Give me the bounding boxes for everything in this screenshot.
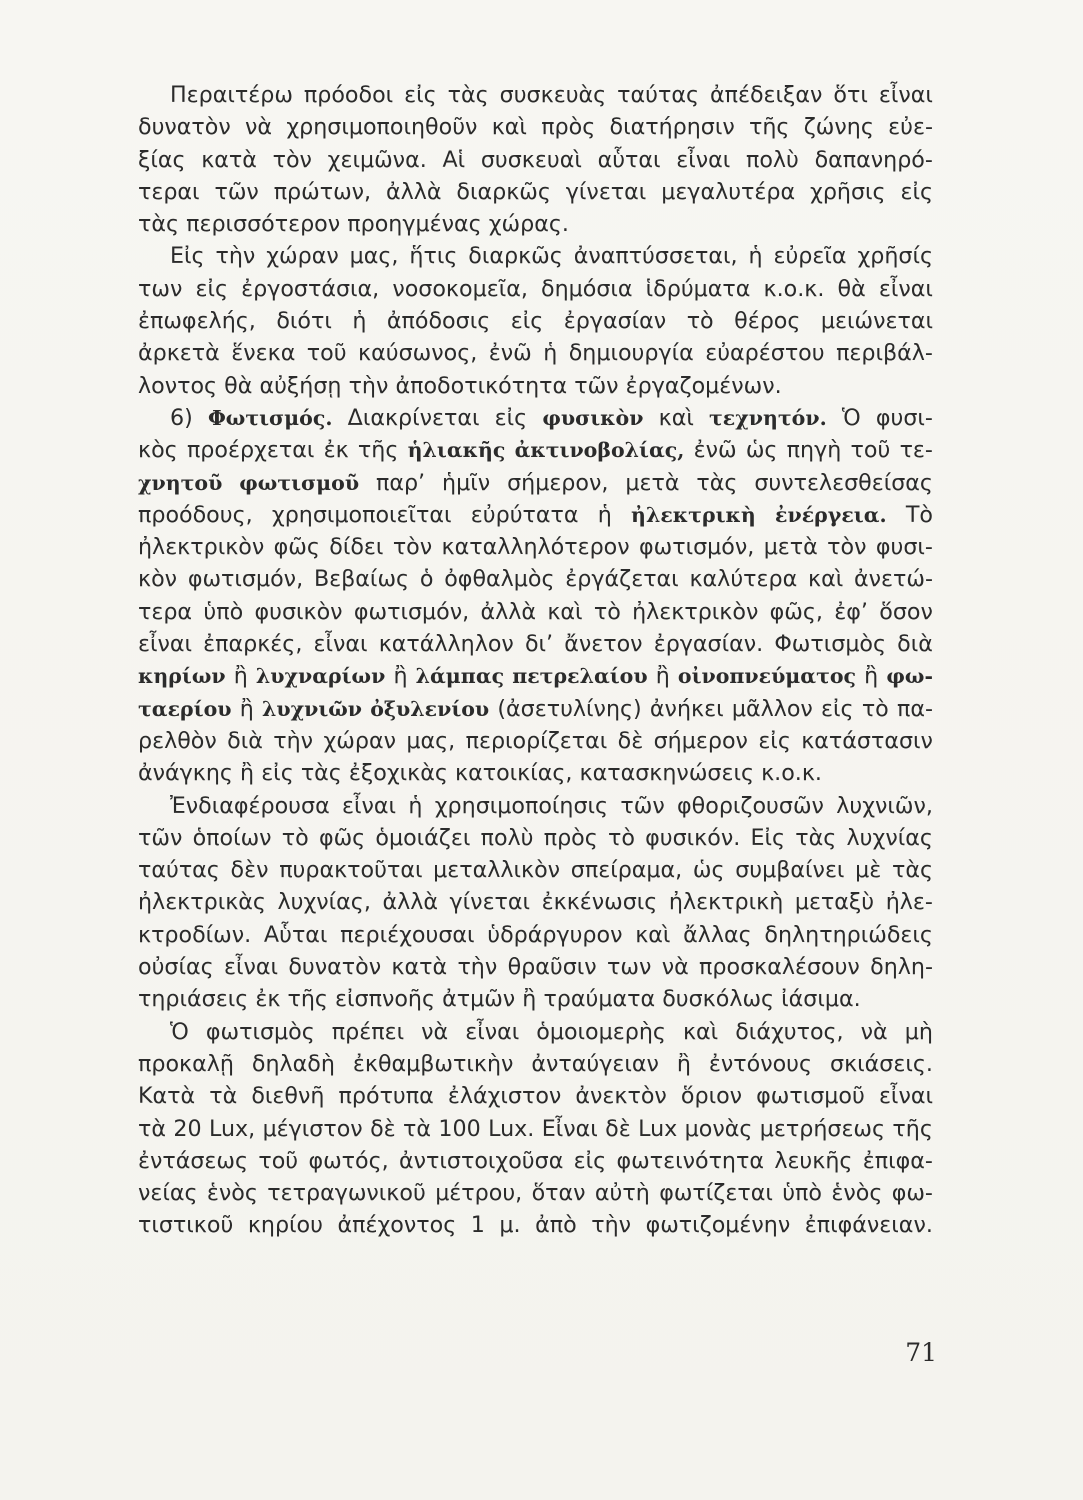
text-line: οὐσίας εἶναι δυνατὸν κατὰ τὴν θραῦσιν των νὰ προσκαλέσουν δηλη- xyxy=(138,954,933,981)
text-line: ἀρκετὰ ἕνεκα τοῦ καύσωνος, ἐνῶ ἡ δημιουργία εὐαρέστου περιβάλ- xyxy=(138,340,933,367)
text-line: κὸς προέρχεται ἐκ τῆς ἡλιακῆς ἀκτινοβολίας, ἐνῶ ὡς πηγὴ τοῦ τε- xyxy=(138,437,933,464)
text-line: Περαιτέρω πρόοδοι εἰς τὰς συσκευὰς ταύτας ἀπέδειξαν ὅτι εἶναι xyxy=(170,82,933,108)
text-line: Εἰς τὴν χώραν μας, ἥτις διαρκῶς ἀναπτύσσεται, ἡ εὐρεῖα χρῆσίς xyxy=(170,243,933,270)
text-line: ἀνάγκης ἢ εἰς τὰς ἐξοχικὰς κατοικίας, κατασκηνώσεις κ.ο.κ. xyxy=(138,760,822,787)
text-line: κηρίων ἢ λυχναρίων ἢ λάμπας πετρελαίου ἢ οἰνοπνεύματος ἢ φω- xyxy=(138,663,933,690)
text-line: χνητοῦ φωτισμοῦ παρ’ ἡμῖν σήμερον, μετὰ τὰς συντελεσθείσας xyxy=(138,469,933,496)
body-text xyxy=(138,79,933,1242)
paragraph-p5 xyxy=(138,1016,933,1242)
text-line: Κατὰ τὰ διεθνῆ πρότυπα ἐλάχιστον ἀνεκτὸν ὅριον φωτισμοῦ εἶναι xyxy=(138,1083,933,1110)
text-line: προόδους, χρησιμοποιεῖται εὐρύτατα ἡ ἠλεκτρικὴ ἐνέργεια. Τὸ xyxy=(138,501,933,528)
text-line: ξίας κατὰ τὸν χειμῶνα. Αἱ συσκευαὶ αὗται εἶναι πολὺ δαπανηρό- xyxy=(138,146,933,173)
text-line: τὰς περισσότερον προηγμένας χώρας. xyxy=(138,211,569,238)
text-line: ἐπωφελής, διότι ἡ ἀπόδοσις εἰς ἐργασίαν τὸ θέρος μειώνεται xyxy=(138,308,933,335)
text-line: τῶν ὁποίων τὸ φῶς ὁμοιάζει πολὺ πρὸς τὸ φυσικόν. Εἰς τὰς λυχνίας xyxy=(138,824,933,851)
text-line: ρελθὸν διὰ τὴν χώραν μας, περιορίζεται δὲ σήμερον εἰς κατάστασιν xyxy=(138,727,933,754)
text-line: ἠλεκτρικὸν φῶς δίδει τὸν καταλληλότερον φωτισμόν, μετὰ τὸν φυσι- xyxy=(138,534,933,561)
text-line: ταύτας δὲν πυρακτοῦται μεταλλικὸν σπείραμα, ὡς συμβαίνει μὲ τὰς xyxy=(138,857,933,884)
text-line: των εἰς ἐργοστάσια, νοσοκομεῖα, δημόσια ἱδρύματα κ.ο.κ. θὰ εἶναι xyxy=(138,275,933,302)
text-line: τηριάσεις ἐκ τῆς εἰσπνοῆς ἀτμῶν ἢ τραύματα δυσκόλως ἰάσιμα. xyxy=(138,986,861,1013)
text-line: νείας ἑνὸς τετραγωνικοῦ μέτρου, ὅταν αὐτὴ φωτίζεται ὑπὸ ἑνὸς φω- xyxy=(138,1180,933,1207)
text-line: ἐντάσεως τοῦ φωτός, ἀντιστοιχοῦσα εἰς φωτεινότητα λευκῆς ἐπιφα- xyxy=(138,1147,933,1174)
text-line: τερα ὑπὸ φυσικὸν φωτισμόν, ἀλλὰ καὶ τὸ ἠλεκτρικὸν φῶς, ἐφ’ ὅσον xyxy=(138,598,933,625)
paragraph-p3 xyxy=(138,402,933,790)
text-line: ἠλεκτρικὰς λυχνίας, ἀλλὰ γίνεται ἐκκένωσις ἠλεκτρικὴ μεταξὺ ἠλε- xyxy=(138,889,933,916)
paragraph-p2 xyxy=(138,240,933,401)
text-line: κὸν φωτισμόν, Βεβαίως ὁ ὀφθαλμὸς ἐργάζεται καλύτερα καὶ ἀνετώ- xyxy=(138,566,933,593)
text-line: προκαλῇ δηλαδὴ ἐκθαμβωτικὴν ἀνταύγειαν ἢ ἐντόνους σκιάσεις. xyxy=(138,1050,933,1077)
text-line: τὰ 20 Lux, μέγιστον δὲ τὰ 100 Lux. Εἶναι δὲ Lux μονὰς μετρήσεως τῆς xyxy=(138,1115,933,1142)
text-line: κτροδίων. Αὗται περιέχουσαι ὑδράργυρον καὶ ἄλλας δηλητηριώδεις xyxy=(138,921,933,948)
text-line: Ὁ φωτισμὸς πρέπει νὰ εἶναι ὁμοιομερὴς καὶ διάχυτος, νὰ μὴ xyxy=(170,1018,933,1045)
page-number: 71 xyxy=(905,1338,937,1367)
text-line: λοντος θὰ αὐξήσῃ τὴν ἀποδοτικότητα τῶν ἐργαζομένων. xyxy=(138,372,782,399)
paragraph-p1 xyxy=(138,79,933,240)
text-line: ταερίου ἢ λυχνιῶν ὀξυλενίου (ἀσετυλίνης) ἀνήκει μᾶλλον εἰς τὸ πα- xyxy=(138,695,933,722)
text-line: δυνατὸν νὰ χρησιμοποιηθοῦν καὶ πρὸς διατήρησιν τῆς ζώνης εὐε- xyxy=(138,114,933,141)
paragraph-p4 xyxy=(138,790,933,1016)
text-line: εἶναι ἐπαρκές, εἶναι κατάλληλον δι’ ἄνετον ἐργασίαν. Φωτισμὸς διὰ xyxy=(138,631,933,658)
text-line: τιστικοῦ κηρίου ἀπέχοντος 1 μ. ἀπὸ τὴν φωτιζομένην ἐπιφάνειαν. xyxy=(138,1212,933,1239)
text-line: 6) Φωτισμός. Διακρίνεται εἰς φυσικὸν καὶ τεχνητόν. Ὁ φυσι- xyxy=(170,404,933,431)
text-line: τεραι τῶν πρώτων, ἀλλὰ διαρκῶς γίνεται μεγαλυτέρα χρῆσις εἰς xyxy=(138,178,933,205)
text-line: Ἐνδιαφέρουσα εἶναι ἡ χρησιμοποίησις τῶν φθοριζουσῶν λυχνιῶν, xyxy=(170,792,933,819)
